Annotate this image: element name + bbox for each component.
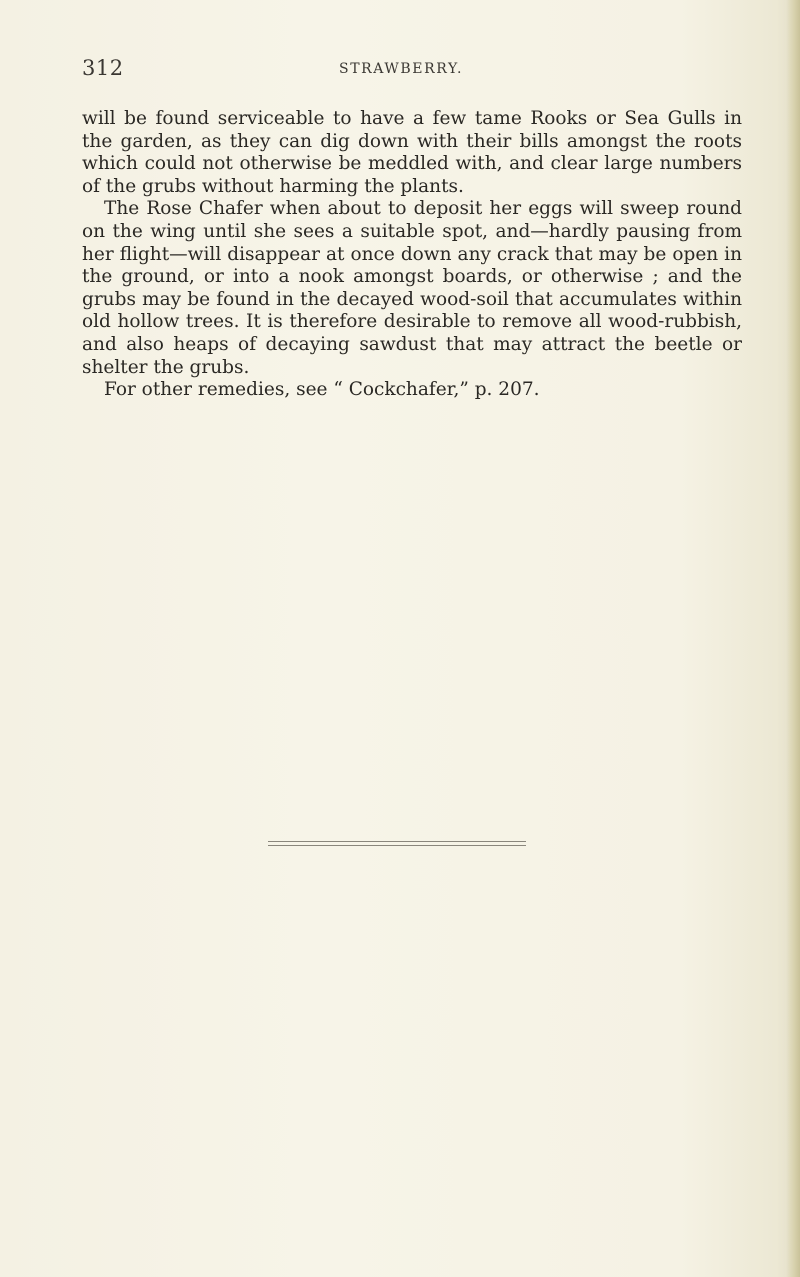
paragraph-rose-chafer: The Rose Chafer when about to deposit her eggs will sweep round on the wing until she sees a suitable spot, and—hardly pausing from her flight—will disappear at once down any crack that may be open in the ground, or into a nook amongst boards, or otherwise ; and the grubs may be found in the decayed wood-soil that accumulates within old hollow trees. It is therefore desirable to remove all wood-rubbish, and also heaps of decaying sawdust that may attract the beetle or shelter the grubs. bbox=[82, 198, 742, 378]
page-edge-shadow bbox=[786, 0, 800, 1277]
section-end-rule bbox=[268, 841, 526, 849]
running-head: STRAWBERRY. bbox=[339, 61, 464, 77]
paragraph-other-remedies: For other remedies, see “ Cockchafer,” p. 207. bbox=[104, 379, 540, 401]
page-number: 312 bbox=[82, 56, 124, 80]
rule-line-bottom bbox=[268, 845, 526, 846]
body-text bbox=[82, 108, 742, 402]
rule-line-top bbox=[268, 841, 526, 842]
paragraph-rooks-gulls: will be found serviceable to have a few tame Rooks or Sea Gulls in the garden, as they can dig down with their bills amongst the roots which could not otherwise be meddled with, and clear large numbers of the grubs without harming the plants. bbox=[82, 108, 742, 197]
page-header bbox=[82, 56, 732, 86]
